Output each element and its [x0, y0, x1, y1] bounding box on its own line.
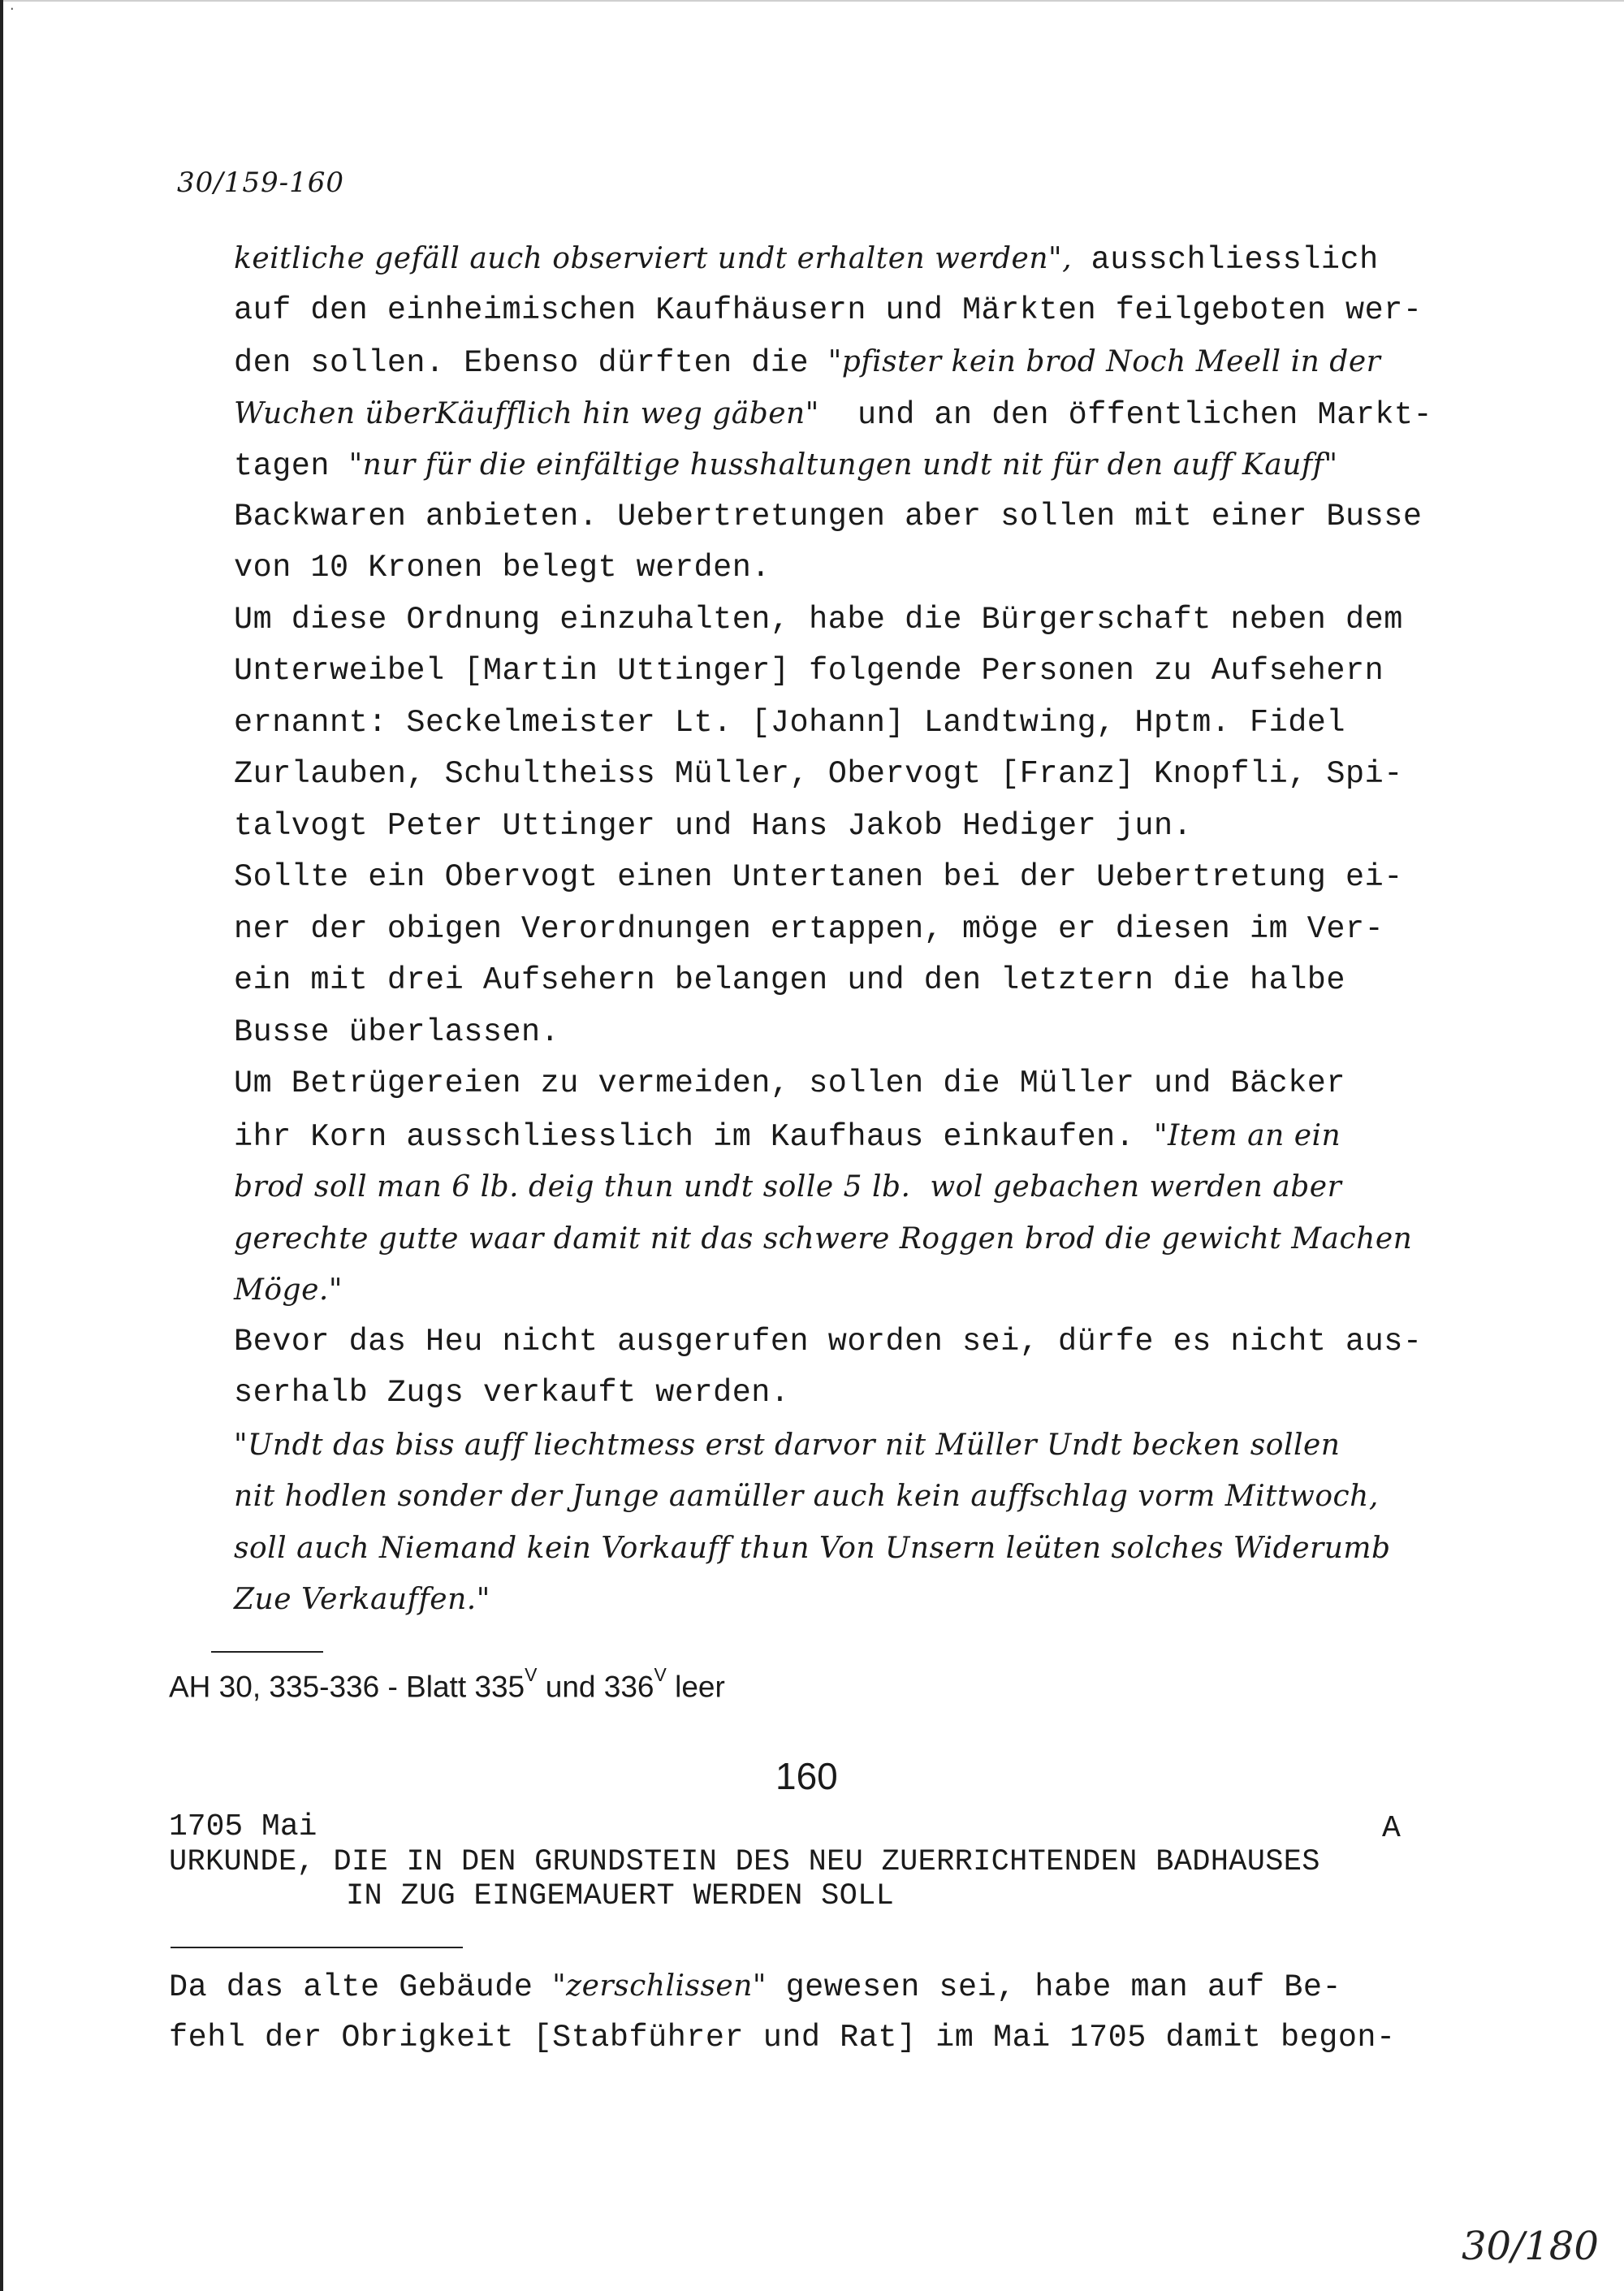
document-letter: A [1382, 1811, 1401, 1846]
text-segment: und an den öffentlichen Markt- [818, 396, 1433, 433]
body-line [234, 1523, 1452, 1575]
body-line [234, 491, 1452, 543]
quoted-source-text: soll auch Niemand kein Vorkauff thun Von Unsern leüten solches Widerumb [234, 1531, 1391, 1565]
body-line [234, 594, 1452, 646]
text-segment: Um diese Ordnung einzuhalten, habe die Bürgerschaft neben dem [234, 601, 1403, 638]
body-line [234, 1368, 1452, 1420]
text-segment: Um Betrügereien zu vermeiden, sollen die Müller und Bäcker [234, 1066, 1346, 1101]
text-segment: fehl der Obrigkeit [Stabführer und Rat] im Mai 1705 damit begon- [169, 2019, 1396, 2055]
text-segment: auf den einheimischen Kaufhäusern und Märkten feilgeboten wer- [234, 292, 1423, 328]
body-line [234, 1316, 1452, 1368]
text-segment: ernannt: Seckelmeister Lt. [Johann] Landtwing, Hptm. Fidel [234, 704, 1346, 741]
main-text [234, 233, 1452, 1626]
page-left-edge [0, 0, 3, 2291]
body-line [234, 801, 1452, 853]
body-line [234, 749, 1452, 801]
body-line [234, 233, 1452, 285]
quoted-source-text: "nur für die einfältige husshaltungen undt nit für den auff Kauff" [348, 448, 1338, 482]
source-note-text-2: und 336 [537, 1670, 654, 1704]
folio-number: 30/180 [1462, 2224, 1599, 2269]
quoted-source-text: Wuchen überKäufflich hin weg gäben" [234, 396, 819, 430]
text-segment: von 10 Kronen belegt werden. [234, 550, 771, 586]
document-heading-line-2: IN ZUG EINGEMAUERT WERDEN SOLL [346, 1879, 895, 1913]
text-segment: Bevor das Heu nicht ausgerufen worden sei, dürfe es nicht aus- [234, 1323, 1423, 1359]
text-segment: talvogt Peter Uttinger und Hans Jakob Hediger jun. [234, 807, 1193, 844]
quoted-source-text: Möge." [234, 1273, 343, 1307]
quoted-source-text: "Item an ein [1153, 1118, 1341, 1152]
body-line [234, 646, 1452, 698]
text-segment: den sollen. Ebenso dürften die [234, 345, 828, 381]
text-segment: Da das alte Gebäude [169, 1969, 553, 2005]
document-number: 160 [775, 1755, 838, 1797]
text-segment: Unterweibel [Martin Uttinger] folgende Personen zu Aufsehern [234, 653, 1384, 689]
body-line [234, 285, 1452, 337]
closing-line [169, 1960, 1468, 2012]
quoted-source-text: nit hodlen sonder der Junge aamüller auch kein auffschlag vorm Mittwoch, [234, 1480, 1379, 1513]
quoted-source-text: brod soll man 6 lb. deig thun undt solle 5 lb. wol gebachen werden aber [234, 1170, 1342, 1204]
heading-rule [171, 1947, 463, 1948]
body-line [234, 1574, 1452, 1626]
text-segment: Busse überlassen. [234, 1014, 560, 1050]
text-segment: serhalb Zugs verkauft werden. [234, 1375, 790, 1411]
source-note-sup-1: V [525, 1664, 538, 1685]
text-segment: Sollte ein Obervogt einen Untertanen bei der Uebertretung ei- [234, 859, 1403, 895]
body-line [234, 1161, 1452, 1213]
text-segment: tagen [234, 448, 349, 484]
quoted-source-text: Zue Verkauffen." [234, 1583, 490, 1616]
body-line [234, 852, 1452, 904]
body-line [234, 1213, 1452, 1265]
body-line [234, 904, 1452, 956]
quoted-source-text: keitliche gefäll auch observiert undt erhalten werden", [234, 242, 1073, 275]
closing-line [169, 2012, 1468, 2064]
body-line [234, 439, 1452, 491]
body-line [234, 955, 1452, 1007]
source-note-text-3: leer [666, 1670, 725, 1704]
body-line [234, 1471, 1452, 1523]
source-note-sup-2: V [654, 1664, 667, 1685]
body-line [234, 1264, 1452, 1316]
corner-mark: · [8, 2, 16, 16]
text-segment: Zurlauben, Schultheiss Müller, Obervogt [Franz] Knopfli, Spi- [234, 756, 1403, 792]
text-segment: Backwaren anbieten. Uebertretungen aber sollen mit einer Busse [234, 498, 1423, 534]
page-reference: 30/159-160 [177, 166, 344, 199]
body-line [234, 1058, 1452, 1110]
source-note [169, 1664, 725, 1704]
body-line [234, 336, 1452, 388]
body-line [234, 1110, 1452, 1162]
text-segment: gewesen sei, habe man auf Be- [766, 1969, 1342, 2005]
source-note-text: AH 30, 335-336 - Blatt 335 [169, 1670, 525, 1704]
text-segment: ausschliesslich [1072, 242, 1379, 278]
text-segment: ner der obigen Verordnungen ertappen, möge er diesen im Ver- [234, 910, 1384, 947]
closing-text [169, 1960, 1468, 2064]
quoted-source-text: "pfister kein brod Noch Meell in der [827, 345, 1381, 378]
body-line [234, 698, 1452, 750]
footnote-rule [211, 1651, 323, 1653]
body-line [234, 1007, 1452, 1059]
text-segment: ihr Korn ausschliesslich im Kaufhaus einkaufen. [234, 1118, 1154, 1155]
page-top-edge [0, 0, 1624, 2]
body-line [234, 542, 1452, 594]
quoted-source-text: "zerschlissen" [552, 1969, 767, 2003]
document-date: 1705 Mai [169, 1809, 317, 1844]
quoted-source-text: "Undt das biss auff liechtmess erst darvor nit Müller Undt becken sollen [234, 1428, 1341, 1462]
text-segment: ein mit drei Aufsehern belangen und den letztern die halbe [234, 962, 1346, 998]
body-line [234, 1420, 1452, 1472]
quoted-source-text: gerechte gutte waar damit nit das schwere Roggen brod die gewicht Machen [234, 1221, 1413, 1256]
document-heading-line-1: URKUNDE, DIE IN DEN GRUNDSTEIN DES NEU ZUERRICHTENDEN BADHAUSES [169, 1845, 1320, 1879]
body-line [234, 388, 1452, 440]
